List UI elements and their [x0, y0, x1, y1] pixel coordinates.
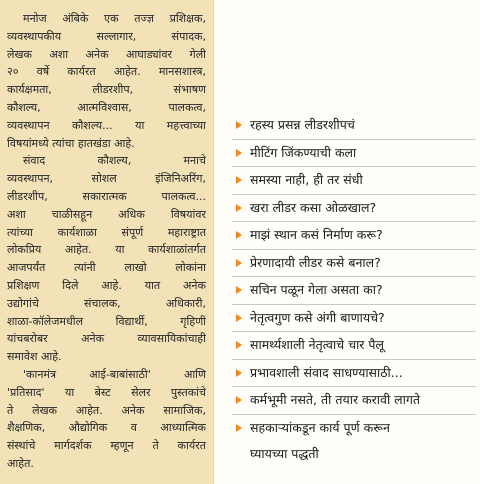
bio-line: लीडरशीप, सकारात्मक पालकत्व... — [7, 189, 206, 203]
orange-triangle-bullet-icon — [236, 314, 242, 322]
orange-triangle-bullet-icon — [236, 149, 242, 157]
bio-line: लेखक अशा अनेक आघाड्यांवर गेली — [7, 47, 206, 61]
bio-paragraph — [7, 10, 206, 152]
topic-item — [232, 305, 476, 333]
orange-triangle-bullet-icon — [236, 396, 242, 404]
topic-item — [232, 332, 476, 360]
bio-paragraph — [7, 152, 206, 366]
bio-line: आहेत. — [7, 456, 34, 470]
topic-label — [250, 360, 476, 386]
topic-label-line: प्रेरणादायी लीडर कसे बनाल? — [250, 254, 381, 270]
topic-item — [232, 277, 476, 305]
topic-item — [232, 195, 476, 223]
bio-line: प्रशिक्षण दिले आहे. यात अनेक — [7, 278, 206, 292]
topic-label-line: माझं स्थान कसं निर्माण करू? — [250, 227, 383, 242]
topic-item — [232, 112, 476, 140]
bio-line: यांचबरोबर अनेक व्यावसायिकांचाही — [7, 332, 206, 346]
topic-label — [250, 387, 476, 413]
topic-label-line: मीटिंग जिंकण्याची कला — [250, 144, 357, 160]
bio-line: व्यवस्थापन कौशल्य... या महत्त्वाच्या — [7, 118, 206, 132]
bio-line: संवाद कौशल्य, मनाचे — [23, 154, 206, 168]
topic-label-line: घ्यायच्या पद्धती — [250, 445, 319, 461]
bio-line: आजपर्यंत त्यांनी लाखो लोकांना — [7, 261, 206, 275]
bio-line: शैक्षणिक, औद्योगिक व आध्यात्मिक — [7, 421, 206, 435]
topic-item — [232, 360, 476, 388]
bio-paragraph — [7, 366, 206, 473]
topic-label-line: कर्मभूमी नसते, ती तयार करावी लागते — [250, 392, 421, 407]
orange-triangle-bullet-icon — [236, 176, 242, 184]
bio-line: 'कानमंत्र आई-बाबांसाठी' आणि — [23, 367, 206, 381]
topic-item — [232, 415, 476, 467]
topic-label — [250, 305, 476, 331]
bio-line: 'प्रतिसाद' या बेस्ट सेलर पुस्तकांचे — [7, 385, 206, 399]
topic-label — [250, 415, 476, 467]
topic-item — [232, 387, 476, 415]
orange-triangle-bullet-icon — [236, 231, 242, 239]
topics-list — [232, 112, 476, 467]
orange-triangle-bullet-icon — [236, 121, 242, 129]
bio-line: व्यवस्थापन, सोशल इंजिनिअरिंग, — [7, 172, 206, 186]
topic-label — [250, 140, 476, 166]
bio-line: कौशल्य, आत्मविश्वास, पालकत्व, — [7, 100, 206, 114]
topic-label-line: सामर्थ्यशाली नेतृत्वाचे चार पैलू — [250, 337, 384, 352]
topic-label — [250, 332, 476, 358]
topic-label — [250, 250, 476, 276]
orange-triangle-bullet-icon — [236, 341, 242, 349]
bio-line: संस्थांचे मार्गदर्शक म्हणून ते कार्यरत — [7, 439, 206, 453]
orange-triangle-bullet-icon — [236, 286, 242, 294]
author-bio-panel — [0, 0, 214, 484]
bio-line: ते लेखक आहेत. अनेक सामाजिक, — [7, 403, 206, 417]
bio-line: २० वर्षे कार्यरत आहेत. मानसशास्त्र, — [7, 65, 206, 79]
orange-triangle-bullet-icon — [236, 259, 242, 267]
bio-line: त्यांच्या कार्यशाळा संपूर्ण महाराष्ट्रात — [7, 225, 206, 239]
bio-line: शाळा-कॉलेजमधील विद्यार्थी, गृहिणी — [7, 314, 206, 328]
topic-item — [232, 167, 476, 195]
topic-label-line: नेतृत्वगुण कसे अंगी बाणायचे? — [250, 309, 385, 325]
author-bio-text — [7, 10, 206, 473]
orange-triangle-bullet-icon — [236, 424, 242, 432]
bio-line: व्यवस्थापकीय सल्लागार, संपादक, — [7, 29, 206, 43]
orange-triangle-bullet-icon — [236, 369, 242, 377]
bio-line: मनोज अंबिके एक तज्ज्ञ प्रशिक्षक, — [23, 12, 206, 25]
topic-label-line: खरा लीडर कसा ओळखाल? — [250, 199, 377, 215]
topic-label — [250, 277, 476, 303]
bio-line: समावेश आहे. — [7, 350, 62, 364]
topic-item — [232, 222, 476, 250]
topic-label — [250, 222, 476, 248]
topic-label — [250, 112, 476, 138]
topic-label-line: समस्या नाही, ही तर संधी — [250, 172, 363, 187]
topic-item — [232, 250, 476, 278]
bio-line: उद्योगांचे संचालक, अधिकारी, — [7, 296, 206, 310]
topic-label-line: सहकाऱ्यांकडून कार्य पूर्ण करून — [250, 419, 390, 435]
bio-line: लोकप्रिय आहेत. या कार्यशाळांतर्गत — [7, 243, 206, 257]
bio-line: कार्यक्षमता, लीडरशीप, संभाषण — [7, 83, 206, 97]
topic-label — [250, 195, 476, 221]
topic-item — [232, 140, 476, 168]
bio-line: अशा चाळीसहून अधिक विषयांवर — [7, 207, 206, 221]
bio-line: विषयांमध्ये त्यांचा हातखंडा आहे. — [7, 136, 135, 150]
topic-label — [250, 167, 476, 193]
topic-label-line: सचिन पळून गेला असता का? — [250, 282, 383, 297]
orange-triangle-bullet-icon — [236, 204, 242, 212]
topic-label-line: रहस्य प्रसन्न लीडरशीपचं — [250, 117, 355, 132]
topic-label-line: प्रभावशाली संवाद साधण्यासाठी... — [250, 364, 403, 380]
